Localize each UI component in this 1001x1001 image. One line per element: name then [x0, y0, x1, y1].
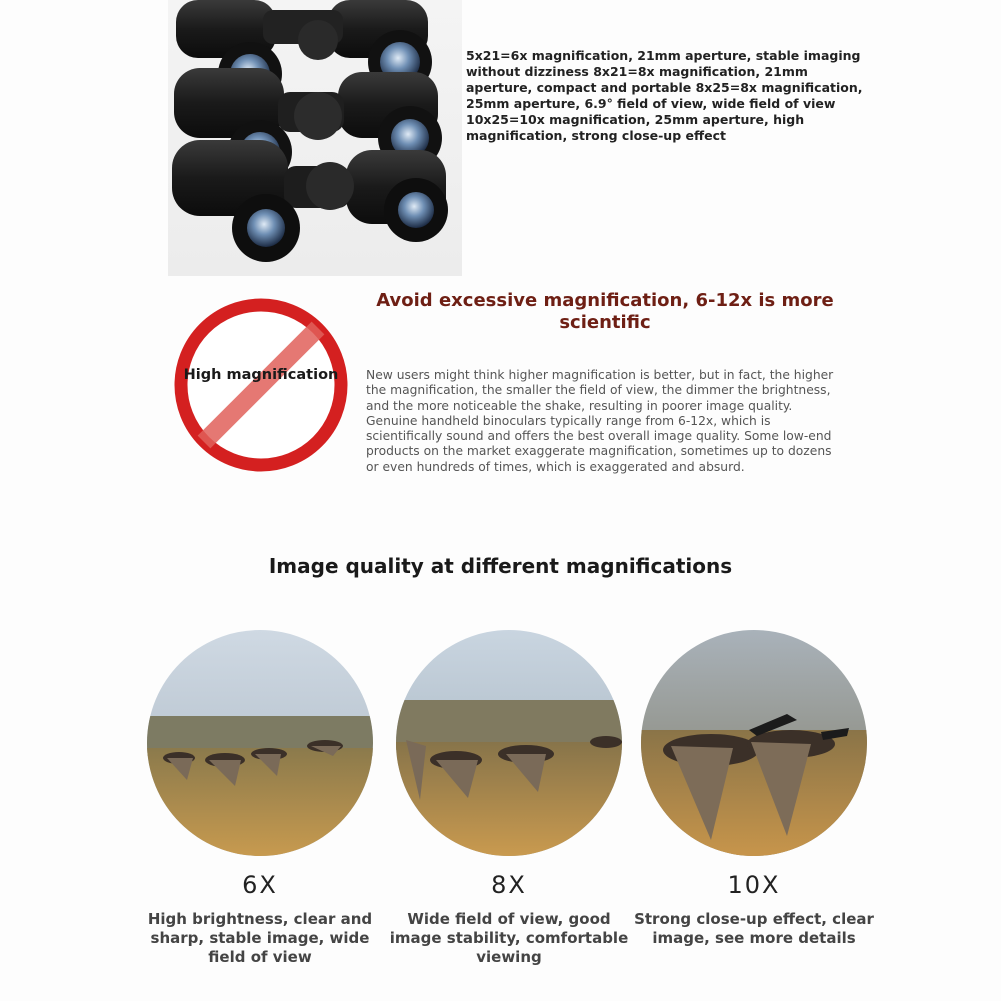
- no-high-magnification-sign: [168, 292, 354, 478]
- avoid-title: Avoid excessive magnification, 6-12x is more scientific: [376, 290, 834, 333]
- prohibited-icon: [168, 292, 354, 478]
- mag-item-6x: [135, 630, 385, 967]
- mag-label: 8X: [491, 871, 527, 899]
- view-6x-image: [147, 630, 373, 856]
- quality-section-title: Image quality at different magnifications: [268, 554, 733, 578]
- mag-label: 6X: [242, 871, 278, 899]
- mag-label: 10X: [727, 871, 781, 899]
- model-specs-text: 5x21=6x magnification, 21mm aperture, stable imaging without dizziness 8x21=8x magnification, 21mm aperture, compact and portable 8x25=8x magnification, 25mm aperture, 6.9° field of view, wide field of view 10x25=10x magnification, 25mm aperture, high magnification, strong close-up effect: [466, 48, 863, 143]
- view-8x-image: [396, 630, 622, 856]
- mag-item-10x: [629, 630, 879, 948]
- view-10x-image: [641, 630, 867, 856]
- mag-description: Wide field of view, good image stability, comfortable viewing: [389, 910, 629, 966]
- sign-label: High magnification: [183, 367, 339, 383]
- avoid-body-text: New users might think higher magnification is better, but in fact, the higher the magnification, the smaller the field of view, the dimmer the brightness, and the more noticeable the shake, resulting in poorer image quality. Genuine handheld binoculars typically range from 6-12x, which is scientifically sound and offers the best overall image quality. Some low-end products on the market exaggerate magnification, sometimes up to dozens or even hundreds of times, which is exaggerated and absurd.: [366, 368, 834, 474]
- mag-description: Strong close-up effect, clear image, see more details: [634, 910, 874, 947]
- binoculars-photo: [168, 0, 462, 276]
- mag-item-8x: [384, 630, 634, 967]
- mag-description: High brightness, clear and sharp, stable image, wide field of view: [147, 910, 373, 966]
